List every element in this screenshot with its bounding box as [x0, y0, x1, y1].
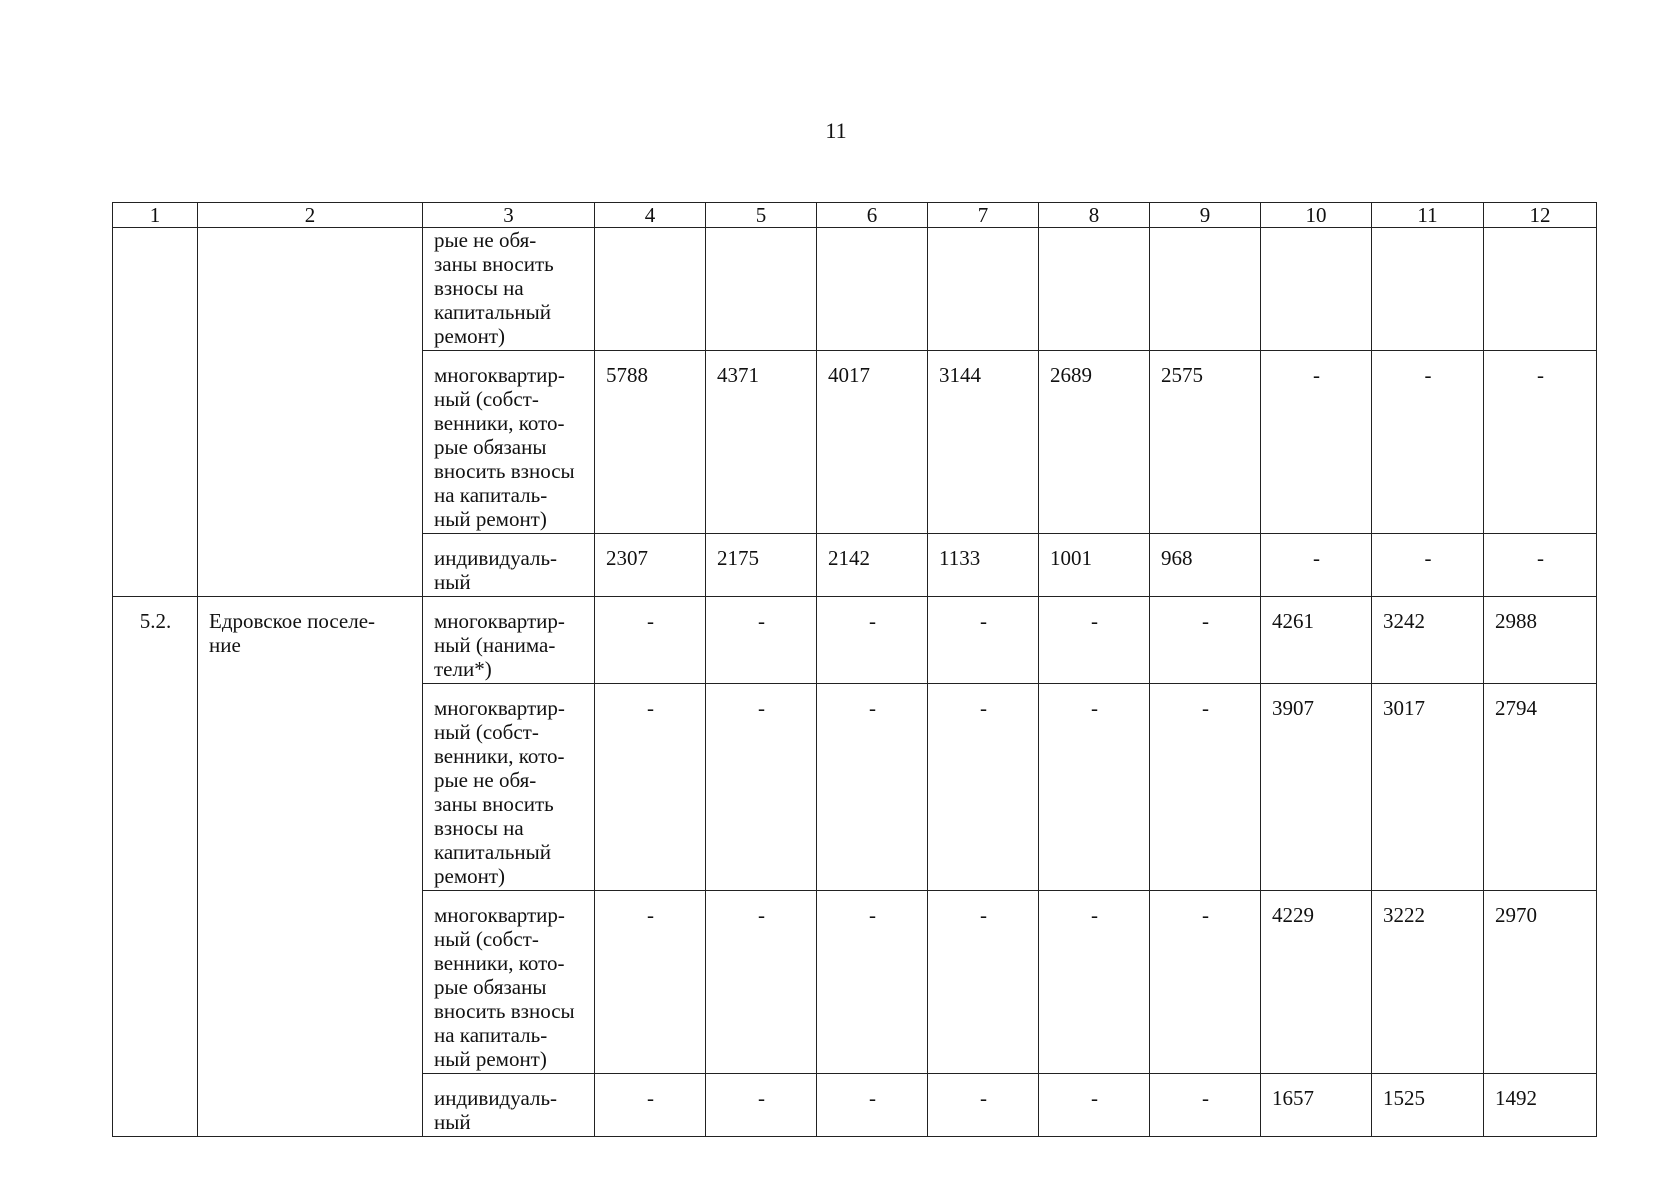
value-cell: -	[1261, 534, 1372, 597]
value-cell: 2142	[817, 534, 928, 597]
housing-type-cell: многоквартир- ный (нанима- тели*)	[423, 597, 595, 684]
value-cell: -	[928, 684, 1039, 891]
value-cell	[595, 228, 706, 351]
value-cell: -	[928, 891, 1039, 1074]
value-cell: 2307	[595, 534, 706, 597]
value-cell: 2988	[1484, 597, 1597, 684]
table-row	[113, 228, 1597, 351]
value-cell: -	[706, 684, 817, 891]
value-cell: -	[706, 597, 817, 684]
value-cell: -	[595, 891, 706, 1074]
value-cell: 3907	[1261, 684, 1372, 891]
header-cell: 8	[1039, 203, 1150, 228]
value-cell: 2175	[706, 534, 817, 597]
housing-type-cell: многоквартир- ный (собст- венники, кото- рые обязаны вносить взносы на капиталь- ный ремонт)	[423, 351, 595, 534]
value-cell: -	[817, 1074, 928, 1137]
value-cell: -	[1372, 534, 1484, 597]
value-cell: -	[1150, 891, 1261, 1074]
value-cell: 4229	[1261, 891, 1372, 1074]
table-row	[113, 597, 1597, 684]
header-cell: 4	[595, 203, 706, 228]
value-cell: -	[1484, 534, 1597, 597]
value-cell: -	[1039, 597, 1150, 684]
housing-type-cell: многоквартир- ный (собст- венники, кото- рые обязаны вносить взносы на капиталь- ный ремонт)	[423, 891, 595, 1074]
value-cell: 2794	[1484, 684, 1597, 891]
value-cell: -	[817, 891, 928, 1074]
value-cell: -	[1484, 351, 1597, 534]
value-cell: 5788	[595, 351, 706, 534]
housing-type-cell: индивидуаль- ный	[423, 1074, 595, 1137]
value-cell: -	[1261, 351, 1372, 534]
value-cell: -	[595, 684, 706, 891]
header-cell: 2	[198, 203, 423, 228]
value-cell: -	[1150, 597, 1261, 684]
value-cell: 2575	[1150, 351, 1261, 534]
value-cell	[1484, 228, 1597, 351]
value-cell: -	[1150, 1074, 1261, 1137]
header-cell: 1	[113, 203, 198, 228]
value-cell	[1261, 228, 1372, 351]
header-cell: 3	[423, 203, 595, 228]
value-cell: -	[1150, 684, 1261, 891]
value-cell	[1039, 228, 1150, 351]
value-cell: -	[1039, 891, 1150, 1074]
header-cell: 10	[1261, 203, 1372, 228]
value-cell: -	[928, 1074, 1039, 1137]
value-cell: -	[1039, 1074, 1150, 1137]
header-cell: 11	[1372, 203, 1484, 228]
value-cell	[706, 228, 817, 351]
header-cell: 5	[706, 203, 817, 228]
value-cell: -	[706, 1074, 817, 1137]
page-number: 11	[825, 118, 847, 143]
header-cell: 12	[1484, 203, 1597, 228]
settlement-name-cell: Едровское поселе- ние	[198, 597, 423, 1137]
value-cell: 1657	[1261, 1074, 1372, 1137]
value-cell	[928, 228, 1039, 351]
housing-type-cell: рые не обя- заны вносить взносы на капитальный ремонт)	[423, 228, 595, 351]
header-cell: 6	[817, 203, 928, 228]
value-cell: 3144	[928, 351, 1039, 534]
value-cell	[1150, 228, 1261, 351]
value-cell: -	[817, 684, 928, 891]
header-cell: 7	[928, 203, 1039, 228]
value-cell: 4017	[817, 351, 928, 534]
value-cell: 2689	[1039, 351, 1150, 534]
tariff-table	[112, 202, 1597, 1137]
value-cell: 2970	[1484, 891, 1597, 1074]
value-cell: -	[595, 1074, 706, 1137]
value-cell: -	[706, 891, 817, 1074]
table-header-row	[113, 203, 1597, 228]
value-cell: -	[1039, 684, 1150, 891]
value-cell	[1372, 228, 1484, 351]
value-cell: 1001	[1039, 534, 1150, 597]
row-number-cell	[113, 228, 198, 597]
housing-type-cell: многоквартир- ный (собст- венники, кото- рые не обя- заны вносить взносы на капитальный ремонт)	[423, 684, 595, 891]
value-cell: 968	[1150, 534, 1261, 597]
settlement-name-cell	[198, 228, 423, 597]
value-cell: -	[817, 597, 928, 684]
value-cell: -	[928, 597, 1039, 684]
value-cell: 1133	[928, 534, 1039, 597]
value-cell: 3222	[1372, 891, 1484, 1074]
value-cell	[817, 228, 928, 351]
value-cell: -	[1372, 351, 1484, 534]
value-cell: 3242	[1372, 597, 1484, 684]
value-cell: 1525	[1372, 1074, 1484, 1137]
value-cell: 4261	[1261, 597, 1372, 684]
housing-type-cell: индивидуаль- ный	[423, 534, 595, 597]
header-cell: 9	[1150, 203, 1261, 228]
value-cell: 3017	[1372, 684, 1484, 891]
value-cell: 4371	[706, 351, 817, 534]
value-cell: -	[595, 597, 706, 684]
value-cell: 1492	[1484, 1074, 1597, 1137]
row-number-cell: 5.2.	[113, 597, 198, 1137]
